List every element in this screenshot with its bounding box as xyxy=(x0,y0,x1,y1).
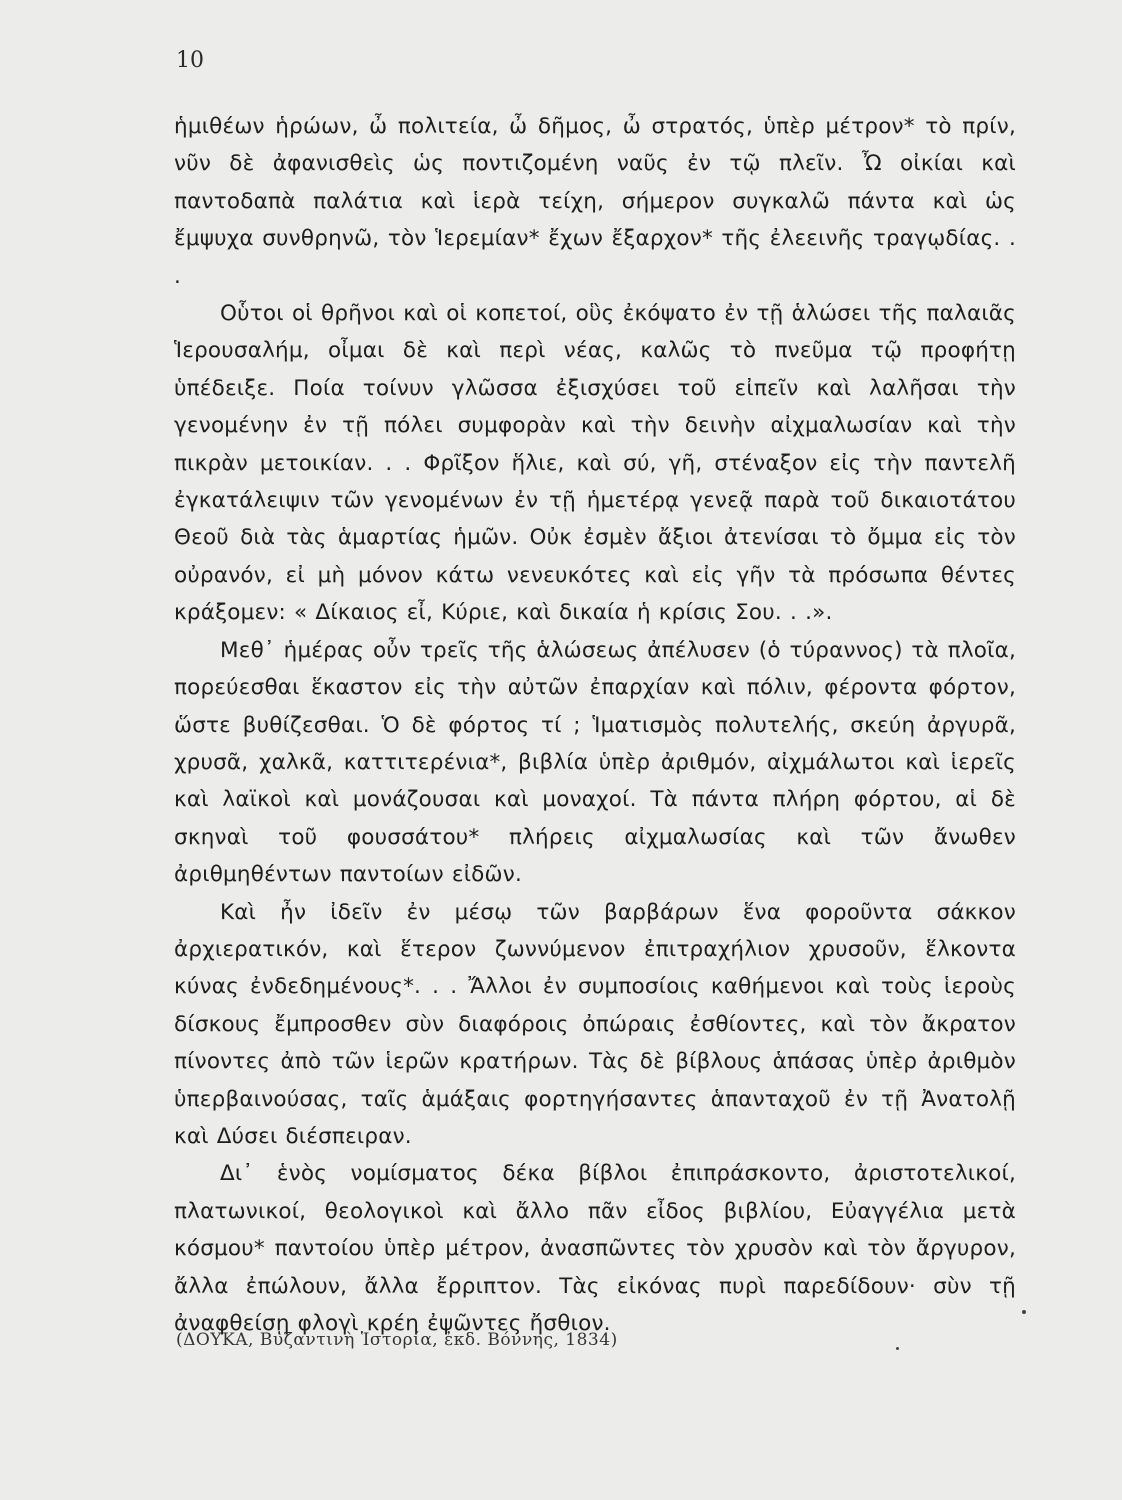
print-speck xyxy=(1022,1310,1026,1314)
paragraph-4: Καὶ ἦν ἰδεῖν ἐν μέσῳ τῶν βαρβάρων ἕνα φοροῦντα σάκκον ἀρχιερατικόν, καὶ ἕτερον ζωννύμενον ἐπιτραχήλιον χρυσοῦν, ἕλκοντα κύνας ἐνδεδημένους*. . . Ἄλλοι ἐν συμποσίοις καθήμενοι καὶ τοὺς ἱεροὺς δίσκους ἔμπροσθεν σὺν διαφόροις ὀπώραις ἐσθίοντες, καὶ τὸν ἄκρατον πίνοντες ἀπὸ τῶν ἱερῶν κρατήρων. Τὰς δὲ βίβλους ἁπάσας ὑπὲρ ἀριθμὸν ὑπερβαινούσας, ταῖς ἁμάξαις φορτηγήσαντες ἁπανταχοῦ ἐν τῇ Ἀνατολῇ καὶ Δύσει διέσπειραν. xyxy=(174,899,1016,1149)
paragraph-3: Μεθ᾽ ἡμέρας οὖν τρεῖς τῆς ἁλώσεως ἀπέλυσεν (ὁ τύραννος) τὰ πλοῖα, πορεύεσθαι ἕκαστον εἰς τὴν αὐτῶν ἐπαρχίαν καὶ πόλιν, φέροντα φόρτον, ὥστε βυθίζεσθαι. Ὁ δὲ φόρτος τί ; Ἱματισμὸς πολυτελής, σκεύη ἀργυρᾶ, χρυσᾶ, χαλκᾶ, καττιτερένια*, βιβλία ὑπὲρ ἀριθμόν, αἰχμάλωτοι καὶ ἱερεῖς καὶ λαϊκοὶ καὶ μονάζουσαι καὶ μοναχοί. Τὰ πάντα πλήρη φόρτου, αἱ δὲ σκηναὶ τοῦ φουσσάτου* πλήρεις αἰχμαλωσίας καὶ τῶν ἄνωθεν ἀριθμηθέντων παντοίων εἰδῶν. xyxy=(174,637,1016,888)
paragraph-5: Δι᾽ ἑνὸς νομίσματος δέκα βίβλοι ἐπιπράσκοντο, ἀριστοτελικοί, πλατωνικοί, θεολογικοὶ καὶ ἄλλο πᾶν εἶδος βιβλίου, Εὐαγγέλια μετὰ κόσμου* παντοίου ὑπὲρ μέτρον, ἀνασπῶντες τὸν χρυσὸν καὶ τὸν ἄργυρον, ἄλλα ἐπώλουν, ἄλλα ἔρριπτον. Τὰς εἰκόνας πυρὶ παρεδίδουν· σὺν τῇ ἀναφθείσῃ φλογὶ κρέη ἐψῶντες ἤσθιον. xyxy=(174,1161,1016,1336)
print-speck xyxy=(896,1347,899,1350)
body-text xyxy=(174,108,1016,1342)
paragraph-1: ἡμιθέων ἡρώων, ὦ πολιτεία, ὦ δῆμος, ὦ στρατός, ὑπὲρ μέτρον* τὸ πρίν, νῦν δὲ ἀφανισθεὶς ὡς ποντιζομένη ναῦς ἐν τῷ πλεῖν. Ὦ οἰκίαι καὶ παντοδαπὰ παλάτια καὶ ἱερὰ τείχη, σήμερον συγκαλῶ πάντα καὶ ὡς ἔμψυχα συνθρηνῶ, τὸν Ἱερεμίαν* ἔχων ἔξαρχον* τῆς ἐλεεινῆς τραγῳδίας. . . xyxy=(174,114,1016,289)
page-number: 10 xyxy=(176,48,204,73)
source-citation: (ΔΟΥΚΑ, Βυζαντινὴ Ἱστορία, ἐκδ. Βόννης, 1834) xyxy=(176,1330,618,1350)
paragraph-2: Οὗτοι οἱ θρῆνοι καὶ οἱ κοπετοί, οὓς ἐκόψατο ἐν τῇ ἁλώσει τῆς παλαιᾶς Ἱερουσαλήμ, οἶμαι δὲ καὶ περὶ νέας, καλῶς τὸ πνεῦμα τῷ προφήτῃ ὑπέδειξε. Ποία τοίνυν γλῶσσα ἐξισχύσει τοῦ εἰπεῖν καὶ λαλῆσαι τὴν γενομένην ἐν τῇ πόλει συμφορὰν καὶ τὴν δεινὴν αἰχμαλωσίαν καὶ τὴν πικρὰν μετοικίαν. . . Φρῖξον ἥλιε, καὶ σύ, γῆ, στέναξον εἰς τὴν παντελῆ ἐγκατάλειψιν τῶν γενομένων ἐν τῇ ἡμετέρᾳ γενεᾷ παρὰ τοῦ δικαιοτάτου Θεοῦ διὰ τὰς ἁμαρτίας ἡμῶν. Οὐκ ἐσμὲν ἄξιοι ἀτενίσαι τὸ ὄμμα εἰς τὸν οὐρανόν, εἰ μὴ μόνον κάτω νενευκότες καὶ εἰς γῆν τὰ πρόσωπα θέντες κράξομεν: « Δίκαιος εἶ, Κύριε, καὶ δικαία ἡ κρίσις Σου. . .». xyxy=(174,301,1016,626)
